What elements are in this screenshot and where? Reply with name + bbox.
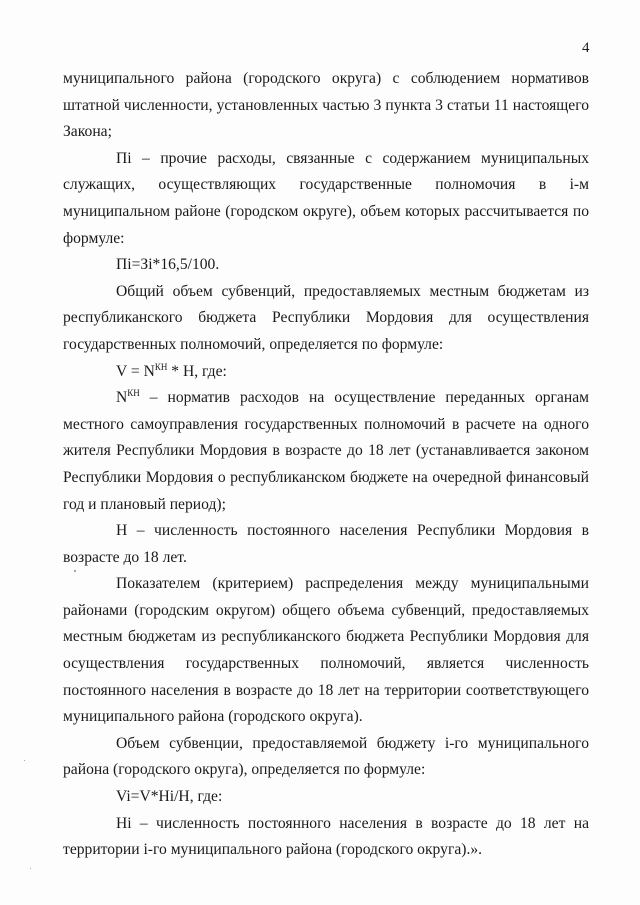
- paragraph: $N^{КН}$ – норматив расходов на осуществление переданных органам местного самоуправления государственных полномочий в расчете на одного жителя Республики Мордовия в возрасте до 18 лет (устанавливается законом Республики Мордовия о республиканском бюджете на очередной финансовый год и плановый период);: [63, 388, 589, 513]
- formula: $V = N^{КН} * Н$, где:: [116, 361, 227, 380]
- scan-speck: [74, 570, 76, 572]
- paragraph: Общий объем субвенций, предоставляемых местным бюджетам из республиканского бюджета Республики Мордовия для осуществления государственных полномочий, определяется по формуле:: [63, 282, 589, 353]
- paragraph: Нi – численность постоянного населения в возрасте до 18 лет на территории i-го муниципального района (городского округа).».: [63, 814, 589, 859]
- scan-speck: [24, 760, 25, 761]
- document-body: [63, 66, 589, 864]
- paragraph: Пi – прочие расходы, связанные с содержанием муниципальных служащих, осуществляющих государственные полномочия в i-м муниципальном районе (городском округе), объем которых рассчитывается по формуле:: [63, 149, 589, 247]
- scan-speck: [30, 868, 31, 869]
- paragraph: Показателем (критерием) распределения между муниципальными районами (городским округом) общего объема субвенций, предоставляемых местным бюджетам из республиканского бюджета Республики Мордовия для осуществления государственных полномочий, является численность постоянного населения в возрасте до 18 лет на территории соответствующего муниципального района (городского округа).: [63, 575, 589, 726]
- page-number: 4: [582, 40, 590, 56]
- paragraph: Н – численность постоянного населения Республики Мордовия в возрасте до 18 лет.: [63, 522, 589, 566]
- paragraph: муниципального района (городского округа) с соблюдением нормативов штатной численности, установленных частью 3 пункта 3 статьи 11 настоящего Закона;: [63, 70, 589, 141]
- paragraph: Объем субвенции, предоставляемой бюджету i-го муниципального района (городского округа), определяется по формуле:: [63, 734, 589, 779]
- formula: Пi=Зi*16,5/100.: [116, 256, 220, 274]
- formula: Vi=V*Hi/H, где:: [116, 788, 223, 806]
